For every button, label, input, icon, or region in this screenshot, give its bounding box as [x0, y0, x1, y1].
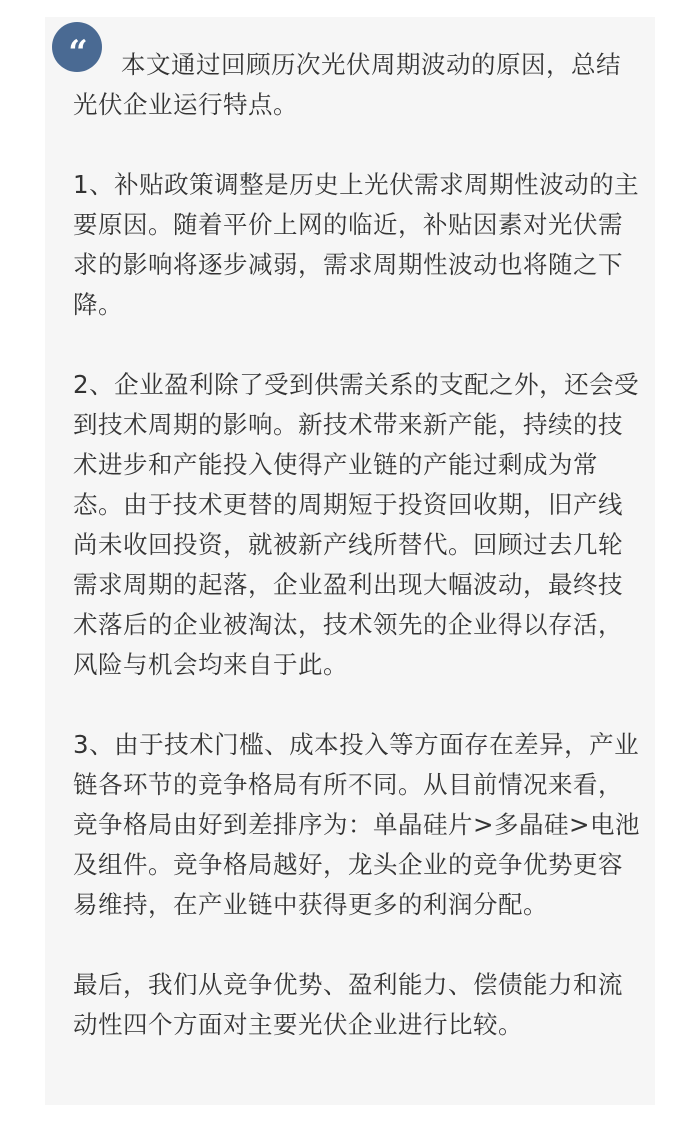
intro-paragraph: 本文通过回顾历次光伏周期波动的原因，总结光伏企业运行特点。: [73, 50, 621, 119]
point-2-paragraph: 2、企业盈利除了受到供需关系的支配之外，还会受到技术周期的影响。新技术带来新产能，持续的技术进步和产能投入使得产业链的产能过剩成为常态。由于技术更替的周期短于投资回收期，旧产线尚未收回投资，就被新产线所替代。回顾过去几轮需求周期的起落，企业盈利出现大幅波动，最终技术落后的企业被淘汰，技术领先的企业得以存活，风险与机会均来自于此。: [73, 370, 640, 679]
left-double-quote-icon: “: [52, 22, 102, 72]
point-1-paragraph: 1、补贴政策调整是历史上光伏需求周期性波动的主要原因。随着平价上网的临近，补贴因素对光伏需求的影响将逐步减弱，需求周期性波动也将随之下降。: [73, 170, 640, 319]
point-3-paragraph: 3、由于技术门槛、成本投入等方面存在差异，产业链各环节的竞争格局有所不同。从目前情况来看，竞争格局由好到差排序为：单晶硅片>多晶硅>电池及组件。竞争格局越好，龙头企业的竞争优势更容易维持，在产业链中获得更多的利润分配。: [73, 730, 641, 919]
article-summary: [73, 45, 643, 1045]
conclusion-paragraph: 最后，我们从竞争优势、盈利能力、偿债能力和流动性四个方面对主要光伏企业进行比较。: [73, 970, 623, 1039]
